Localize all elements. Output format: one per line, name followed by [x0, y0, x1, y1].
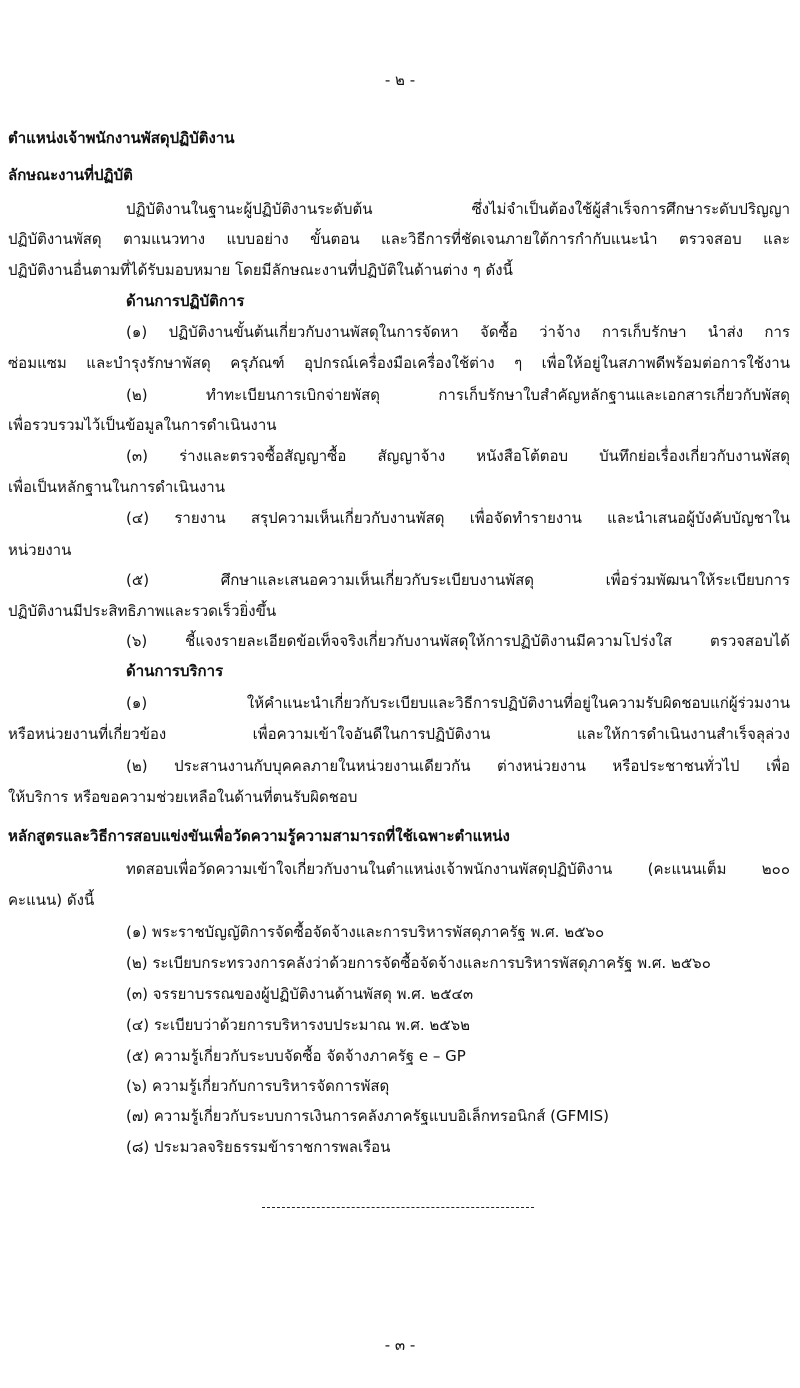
service-item: (๑) ให้คำแนะนำเกี่ยวกับระเบียบและวิธีการปฏิบัติงานที่อยู่ในความรับผิดชอบแก่ผู้ร่วมงาน — [126, 694, 790, 712]
operations-item: เพื่อเป็นหลักฐานในการดำเนินงาน — [8, 478, 225, 496]
exam-intro-line: คะแนน) ดังนี้ — [8, 891, 95, 909]
operations-item: (๒) ทำทะเบียนการเบิกจ่ายพัสดุ การเก็บรักษาใบสำคัญหลักฐานและเอกสารเกี่ยวกับพัสดุ — [126, 386, 790, 404]
intro-line: ปฏิบัติงานพัสดุ ตามแนวทาง แบบอย่าง ขั้นตอน และวิธีการที่ชัดเจนภายใต้การกำกับแนะนำ ตรวจสอบ และ — [8, 230, 790, 248]
service-item: (๒) ประสานงานกับบุคคลภายในหน่วยงานเดียวกัน ต่างหน่วยงาน หรือประชาชนทั่วไป เพื่อ — [126, 757, 790, 775]
intro-line: ปฏิบัติงานในฐานะผู้ปฏิบัติงานระดับต้น ซึ่งไม่จำเป็นต้องใช้ผู้สำเร็จการศึกษาระดับปริญญา — [126, 200, 790, 218]
duties-heading: ลักษณะงานที่ปฏิบัติ — [8, 166, 133, 184]
exam-item: (๗) ความรู้เกี่ยวกับระบบการเงินการคลังภาครัฐแบบอิเล็กทรอนิกส์ (GFMIS) — [126, 1107, 609, 1125]
operations-item: ปฏิบัติงานมีประสิทธิภาพและรวดเร็วยิ่งขึ้น — [8, 602, 277, 620]
operations-item: (๕) ศึกษาและเสนอความเห็นเกี่ยวกับระเบียบงานพัสดุ เพื่อร่วมพัฒนาให้ระเบียบการ — [126, 571, 790, 589]
exam-item: (๕) ความรู้เกี่ยวกับระบบจัดซื้อ จัดจ้างภาครัฐ e – GP — [126, 1047, 466, 1065]
operations-item: เพื่อรวบรวมไว้เป็นข้อมูลในการดำเนินงาน — [8, 416, 277, 434]
exam-item: (๔) ระเบียบว่าด้วยการบริหารงบประมาณ พ.ศ. ๒๕๖๒ — [126, 1016, 471, 1034]
service-heading: ด้านการบริการ — [126, 662, 224, 680]
operations-item: (๑) ปฏิบัติงานขั้นต้นเกี่ยวกับงานพัสดุในการจัดหา จัดซื้อ ว่าจ้าง การเก็บรักษา นำส่ง การ — [126, 323, 790, 341]
operations-item: (๖) ชี้แจงรายละเอียดข้อเท็จจริงเกี่ยวกับงานพัสดุให้การปฏิบัติงานมีความโปร่งใส ตรวจสอบได้ — [126, 632, 790, 650]
intro-line: ปฏิบัติงานอื่นตามที่ได้รับมอบหมาย โดยมีลักษณะงานที่ปฏิบัติในด้านต่าง ๆ ดังนี้ — [8, 261, 513, 279]
position-title: ตำแหน่งเจ้าพนักงานพัสดุปฏิบัติงาน — [8, 129, 235, 147]
exam-item: (๓) จรรยาบรรณของผู้ปฏิบัติงานด้านพัสดุ พ.ศ. ๒๕๔๓ — [126, 985, 474, 1003]
service-item: หรือหน่วยงานที่เกี่ยวข้อง เพื่อความเข้าใจอันดีในการปฏิบัติงาน และให้การดำเนินงานสำเร็จลุล่วง — [8, 725, 790, 743]
exam-heading: หลักสูตรและวิธีการสอบแข่งขันเพื่อวัดความรู้ความสามารถที่ใช้เฉพาะตำแหน่ง — [8, 827, 510, 845]
page-number-top: - ๒ - — [384, 71, 416, 89]
exam-item: (๒) ระเบียบกระทรวงการคลังว่าด้วยการจัดซื้อจัดจ้างและการบริหารพัสดุภาครัฐ พ.ศ. ๒๕๖๐ — [126, 954, 711, 972]
operations-item: หน่วยงาน — [8, 541, 72, 559]
operations-item: (๓) ร่างและตรวจซื้อสัญญาซื้อ สัญญาจ้าง หนังสือโต้ตอบ บันทึกย่อเรื่องเกี่ยวกับงานพัสดุ — [126, 447, 790, 465]
exam-item: (๘) ประมวลจริยธรรมข้าราชการพลเรือน — [126, 1138, 391, 1156]
exam-intro-line: ทดสอบเพื่อวัดความเข้าใจเกี่ยวกับงานในตำแหน่งเจ้าพนักงานพัสดุปฏิบัติงาน (คะแนนเต็ม ๒๐๐ — [126, 860, 790, 878]
exam-item: (๖) ความรู้เกี่ยวกับการบริหารจัดการพัสดุ — [126, 1077, 390, 1095]
operations-item: (๔) รายงาน สรุปความเห็นเกี่ยวกับงานพัสดุ เพื่อจัดทำรายงาน และนำเสนอผู้บังคับบัญชาใน — [126, 509, 790, 527]
operations-item: ซ่อมแซม และบำรุงรักษาพัสดุ ครุภัณฑ์ อุปกรณ์เครื่องมือเครื่องใช้ต่าง ๆ เพื่อให้อยู่ในสภาพดีพร้อมต่อการใช้งาน — [8, 354, 790, 372]
exam-item: (๑) พระราชบัญญัติการจัดซื้อจัดจ้างและการบริหารพัสดุภาครัฐ พ.ศ. ๒๕๖๐ — [126, 923, 605, 941]
separator-line — [262, 1207, 534, 1208]
service-item: ให้บริการ หรือขอความช่วยเหลือในด้านที่ตนรับผิดชอบ — [8, 788, 358, 806]
operations-heading: ด้านการปฏิบัติการ — [126, 292, 245, 310]
page-number-bottom: - ๓ - — [384, 1336, 416, 1354]
